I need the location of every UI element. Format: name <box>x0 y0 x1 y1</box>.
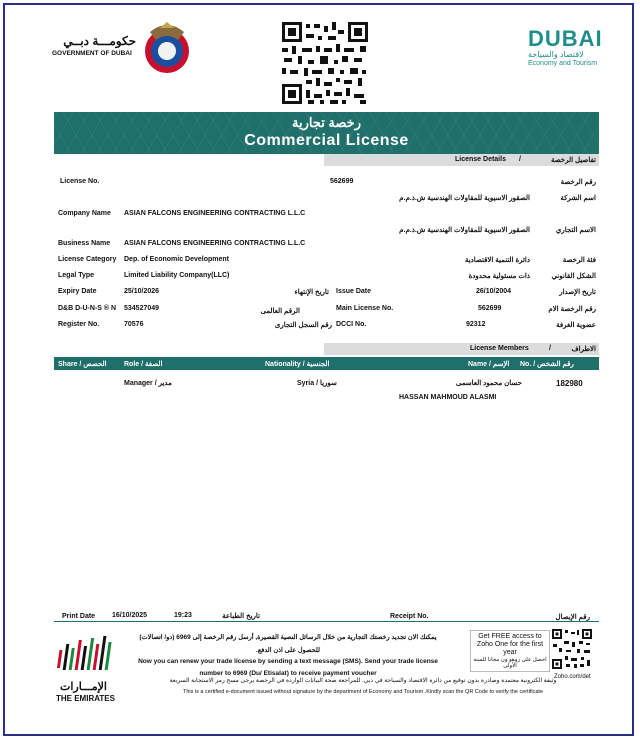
zoho-promo <box>470 630 550 672</box>
det-logo-word: DUBAI <box>528 26 603 51</box>
zoho-url: Zoho.com/det <box>554 674 591 680</box>
footer-qr-code <box>551 628 593 670</box>
main-license-label-ar: رقم الرخصة الام <box>548 306 596 313</box>
expiry-label-ar: تاريخ الإنتهاء <box>294 289 329 296</box>
zoho-text-en: Get FREE access to Zoho One for the first year <box>476 633 544 656</box>
register-label: Register No. <box>58 321 100 328</box>
zoho-text-ar: احصل على زوهو ون مجانا للسنة الأولى <box>473 657 547 669</box>
expiry-value: 25/10/2026 <box>124 288 160 295</box>
emirates-ar: الإمـــارات <box>60 681 107 693</box>
col-name: Name / الإسم <box>468 361 510 368</box>
emirates-en: THE EMIRATES <box>56 694 115 703</box>
receipt-label-ar: رقم الإيصال <box>555 614 590 621</box>
expiry-label: Expiry Date <box>58 288 97 295</box>
category-value: Dep. of Economic Development <box>124 256 230 263</box>
member-role: Manager / مدير <box>124 380 172 387</box>
register-value: 70576 <box>124 321 144 328</box>
sms-text-ar: يمكنك الان تجديد رخصتك التجارية من خلال الرسائل النصية القصيرة, أرسل رقم الرخصة إلى 6969 (دو/ اتصالات) للحصول على اذن الدفع. <box>139 634 437 654</box>
duns-label-ar: الرقم العالمى <box>260 308 300 315</box>
title-banner <box>54 112 599 154</box>
company-name-value: ASIAN FALCONS ENGINEERING CONTRACTING L.L.C <box>124 210 306 217</box>
dcci-label-ar: عضوية الغرفة <box>556 322 596 329</box>
print-time: 19:23 <box>174 612 192 619</box>
trade-name-value-ar: الصقور الاسيوية للمقاولات الهندسية ش.ذ.م.م <box>399 227 530 234</box>
license-no-label-ar: رقم الرخصة <box>560 179 596 186</box>
issue-value: 26/10/2004 <box>476 288 512 295</box>
col-no: No. / رقم الشخص <box>520 361 574 368</box>
footer-top-line <box>54 621 599 622</box>
col-share: Share / الحصص <box>58 361 107 368</box>
print-date-value: 16/10/2025 <box>112 612 148 619</box>
members-header-en: License Members <box>470 345 529 352</box>
print-date-label-ar: تاريخ الطباعة <box>222 613 260 620</box>
det-ar: لاقتصاد والسياحة <box>528 50 584 59</box>
members-header-slash: / <box>549 345 551 352</box>
category-value-ar: دائرة التنمية الاقتصادية <box>464 257 530 264</box>
license-details-header-en: License Details <box>455 156 506 163</box>
company-name-label: Company Name <box>58 210 111 217</box>
members-header <box>324 343 599 355</box>
member-no: 182980 <box>556 379 583 388</box>
issue-label: Issue Date <box>336 288 372 295</box>
license-no-label: License No. <box>60 178 100 185</box>
license-no-value: 562699 <box>330 178 354 185</box>
col-nationality: Nationality / الجنسية <box>265 361 330 368</box>
det-logo <box>526 26 606 70</box>
legal-type-label: Legal Type <box>58 272 95 279</box>
sms-text-en: Now you can renew your trade license by sending a text message (SMS). Send your trade license number to 6969 (Du/ Etisalat) to receive payment voucher <box>138 658 438 677</box>
duns-label: D&B D-U-N-S ® N <box>58 305 117 312</box>
business-name-label: Business Name <box>58 240 111 247</box>
dcci-label: DCCI No. <box>336 321 367 328</box>
print-date-label: Print Date <box>62 613 96 620</box>
legal-type-value: Limited Liability Company(LLC) <box>124 272 230 279</box>
member-nationality: Syria / سوريا <box>297 380 337 387</box>
issue-label-ar: تاريخ الإصدار <box>559 289 596 296</box>
header-slash: / <box>519 156 521 163</box>
title-en: Commercial License <box>244 132 409 149</box>
dubai-emblem <box>138 18 196 76</box>
company-name-label-ar: اسم الشركة <box>560 195 596 202</box>
legal-type-value-ar: ذات مسئولية محدودة <box>468 273 530 280</box>
trade-name-label-ar: الاسم التجاري <box>555 227 596 234</box>
duns-value: 534527049 <box>124 305 160 312</box>
dcci-value: 92312 <box>466 321 486 328</box>
cert-text-ar: وثيقة الكترونية معتمدة وصادرة بدون توقيع من دائرة الاقتصاد والسياحة في دبي. للمراجعة صحة البيانات الواردة في الرخصة يرجى مسح رمز الاستجابة السريعة <box>169 678 557 684</box>
gov-dubai-en: GOVERNMENT OF DUBAI <box>52 50 132 57</box>
main-license-label: Main License No. <box>336 305 394 312</box>
main-license-value: 562699 <box>478 305 502 312</box>
det-en: Economy and Tourism <box>528 60 598 67</box>
register-label-ar: رقم السجل التجارى <box>274 322 332 329</box>
legal-type-label-ar: الشكل القانوني <box>551 273 596 280</box>
category-label-ar: فئة الرخصة <box>562 257 596 264</box>
member-name-ar: حسان محمود العاسمى <box>455 380 522 387</box>
gov-dubai-logo <box>52 34 136 64</box>
company-name-value-ar: الصقور الاسيوية للمقاولات الهندسية ش.ذ.م.م <box>399 195 530 202</box>
emirates-logo <box>56 632 120 704</box>
title-ar: رخصة تجارية <box>291 115 361 130</box>
cert-text-en: This is a certified e-document issued without signature by the department of Economy and Tourism .Kindly scan the QR Code to verify the certificate <box>182 689 544 695</box>
col-role: Role / الصفة <box>124 361 163 368</box>
members-header-ar: الاطراف <box>571 346 596 353</box>
license-details-header-ar: تفاصيل الرخصة <box>550 157 596 164</box>
category-label: License Category <box>58 256 117 263</box>
member-name-en: HASSAN MAHMOUD ALASMI <box>399 394 497 401</box>
receipt-label: Receipt No. <box>390 613 429 620</box>
business-name-value: ASIAN FALCONS ENGINEERING CONTRACTING L.L.C <box>124 240 306 247</box>
gov-dubai-ar: حكومـــة دبــي <box>63 34 136 48</box>
top-qr-code <box>280 20 370 106</box>
